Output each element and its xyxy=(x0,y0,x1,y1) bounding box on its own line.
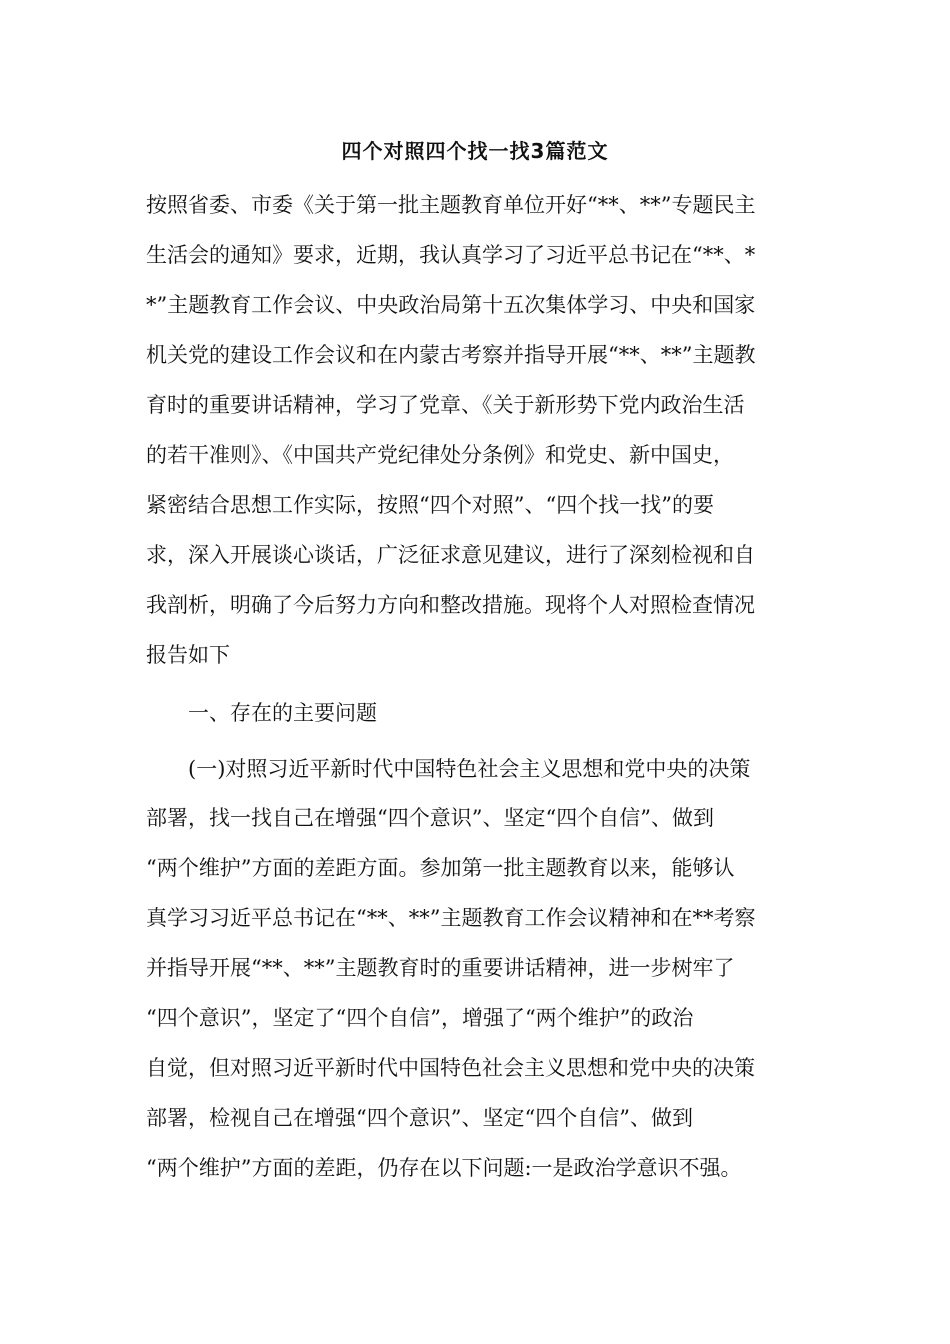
paragraph-2-line-5: 并指导开展“**、**”主题教育时的重要讲话精神，进一步树牢了 xyxy=(146,956,735,980)
paragraph-1-line-6: 的若干准则》、《中国共产党纪律处分条例》和党史、新中国史， xyxy=(146,443,734,467)
paragraph-1-line-4: 机关党的建设工作会议和在内蒙古考察并指导开展“**、**”主题教 xyxy=(146,343,756,367)
paragraph-1-line-2: 生活会的通知》要求，近期，我认真学习了习近平总书记在“**、* xyxy=(146,243,756,267)
paragraph-2-line-6: “四个意识”，坚定了“四个自信”，增强了“两个维护”的政治 xyxy=(146,1006,694,1030)
section-heading: 一、存在的主要问题 xyxy=(188,701,377,725)
paragraph-2-line-9: “两个维护”方面的差距，仍存在以下问题:一是政治学意识不强。 xyxy=(146,1156,742,1180)
paragraph-2-line-4: 真学习习近平总书记在“**、**”主题教育工作会议精神和在**考察 xyxy=(146,906,756,930)
paragraph-2-line-8: 部署，检视自己在增强“四个意识”、坚定“四个自信”、做到 xyxy=(146,1106,693,1130)
paragraph-2-line-2: 部署，找一找自己在增强“四个意识”、坚定“四个自信”、做到 xyxy=(146,806,714,830)
paragraph-1-line-7: 紧密结合思想工作实际，按照“四个对照”、“四个找一找”的要 xyxy=(146,493,714,517)
paragraph-1-line-1: 按照省委、市委《关于第一批主题教育单位开好“**、**”专题民主 xyxy=(146,193,756,217)
paragraph-2-line-1: (一)对照习近平新时代中国特色社会主义思想和党中央的决策 xyxy=(188,757,751,781)
paragraph-1-line-9: 我剖析，明确了今后努力方向和整改措施。现将个人对照检查情况 xyxy=(146,593,755,617)
paragraph-2-line-3: “两个维护”方面的差距方面。参加第一批主题教育以来，能够认 xyxy=(146,856,735,880)
paragraph-1-line-3: *”主题教育工作会议、中央政治局第十五次集体学习、中央和国家 xyxy=(146,293,756,317)
paragraph-2-line-7: 自觉，但对照习近平新时代中国特色社会主义思想和党中央的决策 xyxy=(146,1056,755,1080)
paragraph-1-line-8: 求，深入开展谈心谈话，广泛征求意见建议，进行了深刻检视和自 xyxy=(146,543,755,567)
document-title: 四个对照四个找一找3篇范文 xyxy=(341,139,609,163)
paragraph-1-line-10: 报告如下 xyxy=(146,643,230,667)
paragraph-1-line-5: 育时的重要讲话精神，学习了党章、《关于新形势下党内政治生活 xyxy=(146,393,745,417)
